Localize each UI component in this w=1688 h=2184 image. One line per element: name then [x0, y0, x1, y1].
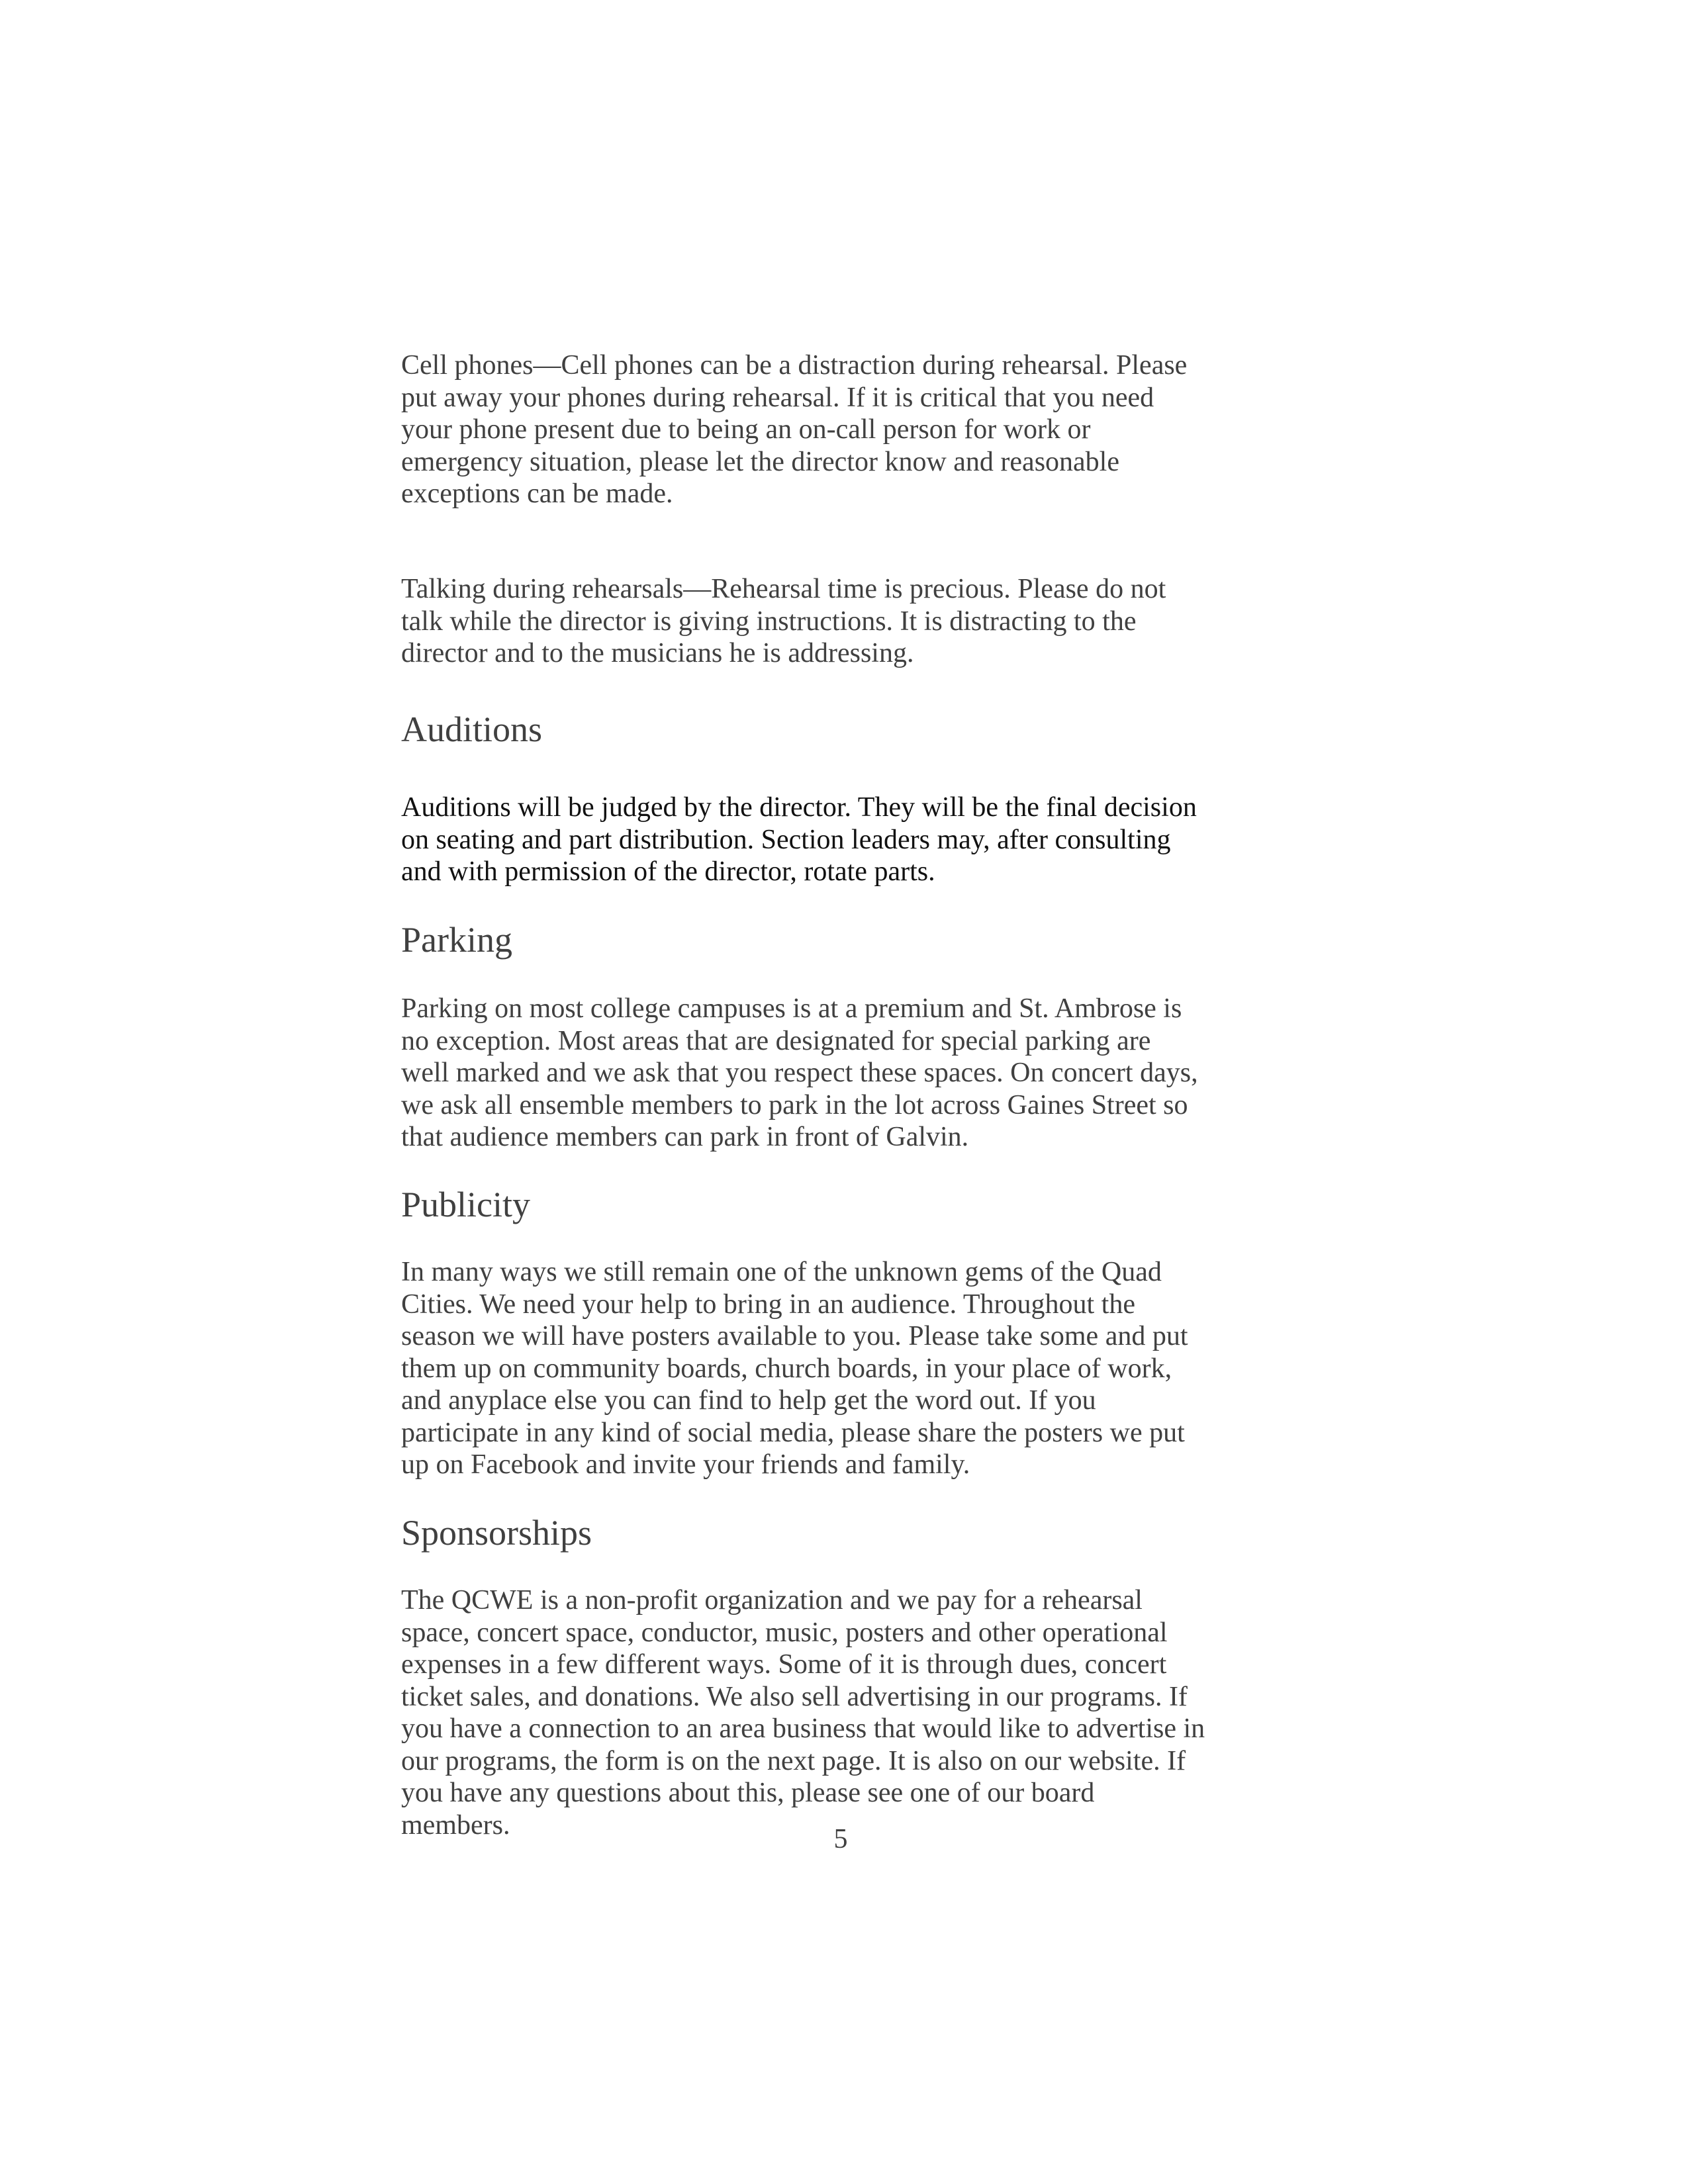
paragraph-line: them up on community boards, church boards, in your place of work,: [401, 1353, 1172, 1384]
paragraph-line: In many ways we still remain one of the unknown gems of the Quad: [401, 1257, 1162, 1287]
paragraph-line: that audience members can park in front of Galvin.: [401, 1122, 969, 1152]
paragraph-line: up on Facebook and invite your friends and family.: [401, 1449, 970, 1480]
paragraph-line: Cities. We need your help to bring in an audience. Throughout the: [401, 1289, 1135, 1320]
paragraph-line: space, concert space, conductor, music, posters and other operational: [401, 1617, 1168, 1648]
paragraph-line: you have a connection to an area business that would like to advertise in: [401, 1713, 1205, 1744]
paragraph-line: season we will have posters available to you. Please take some and put: [401, 1321, 1188, 1351]
auditions-heading: Auditions: [401, 709, 543, 749]
sponsorships-paragraph: [401, 1584, 1315, 1841]
publicity-heading: Publicity: [401, 1185, 531, 1224]
paragraph-line: we ask all ensemble members to park in the lot across Gaines Street so: [401, 1089, 1188, 1120]
paragraph-line: put away your phones during rehearsal. If it is critical that you need: [401, 382, 1154, 413]
paragraph-line: our programs, the form is on the next page. It is also on our website. If: [401, 1745, 1186, 1776]
paragraph-line: Parking on most college campuses is at a premium and St. Ambrose is: [401, 993, 1182, 1024]
paragraph-line: Talking during rehearsals—Rehearsal time is precious. Please do not: [401, 574, 1166, 604]
paragraph-line: expenses in a few different ways. Some of it is through dues, concert: [401, 1649, 1167, 1680]
page-number: 5: [833, 1824, 848, 1854]
paragraph-line: and anyplace else you can find to help get the word out. If you: [401, 1385, 1096, 1416]
paragraph-line: participate in any kind of social media, please share the posters we put: [401, 1417, 1185, 1448]
paragraph-line: ticket sales, and donations. We also sell advertising in our programs. If: [401, 1681, 1188, 1712]
paragraph-line: director and to the musicians he is addressing.: [401, 638, 914, 668]
paragraph-line: no exception. Most areas that are designated for special parking are: [401, 1025, 1151, 1056]
sponsorships-heading: Sponsorships: [401, 1513, 592, 1553]
paragraph-line: members.: [401, 1809, 510, 1841]
paragraph-line: you have any questions about this, please see one of our board: [401, 1778, 1095, 1808]
publicity-paragraph: [401, 1256, 1315, 1481]
paragraph-line: and with permission of the director, rotate parts.: [401, 856, 935, 887]
paragraph-line: The QCWE is a non-profit organization and we pay for a rehearsal: [401, 1585, 1143, 1615]
paragraph-line: emergency situation, please let the director know and reasonable: [401, 446, 1119, 477]
paragraph-line: Auditions will be judged by the director. They will be the final decision: [401, 792, 1197, 823]
parking-paragraph: [401, 993, 1315, 1154]
paragraph-line: your phone present due to being an on-call person for work or: [401, 414, 1091, 445]
parking-heading: Parking: [401, 920, 512, 960]
talking-paragraph: [401, 573, 1315, 670]
cell-phones-paragraph: [401, 349, 1315, 510]
paragraph-line: on seating and part distribution. Section leaders may, after consulting: [401, 824, 1171, 855]
auditions-paragraph: [401, 792, 1315, 888]
paragraph-line: exceptions can be made.: [401, 478, 673, 509]
paragraph-line: talk while the director is giving instructions. It is distracting to the: [401, 606, 1137, 637]
paragraph-line: Cell phones—Cell phones can be a distraction during rehearsal. Please: [401, 350, 1188, 381]
paragraph-line: well marked and we ask that you respect these spaces. On concert days,: [401, 1058, 1198, 1088]
